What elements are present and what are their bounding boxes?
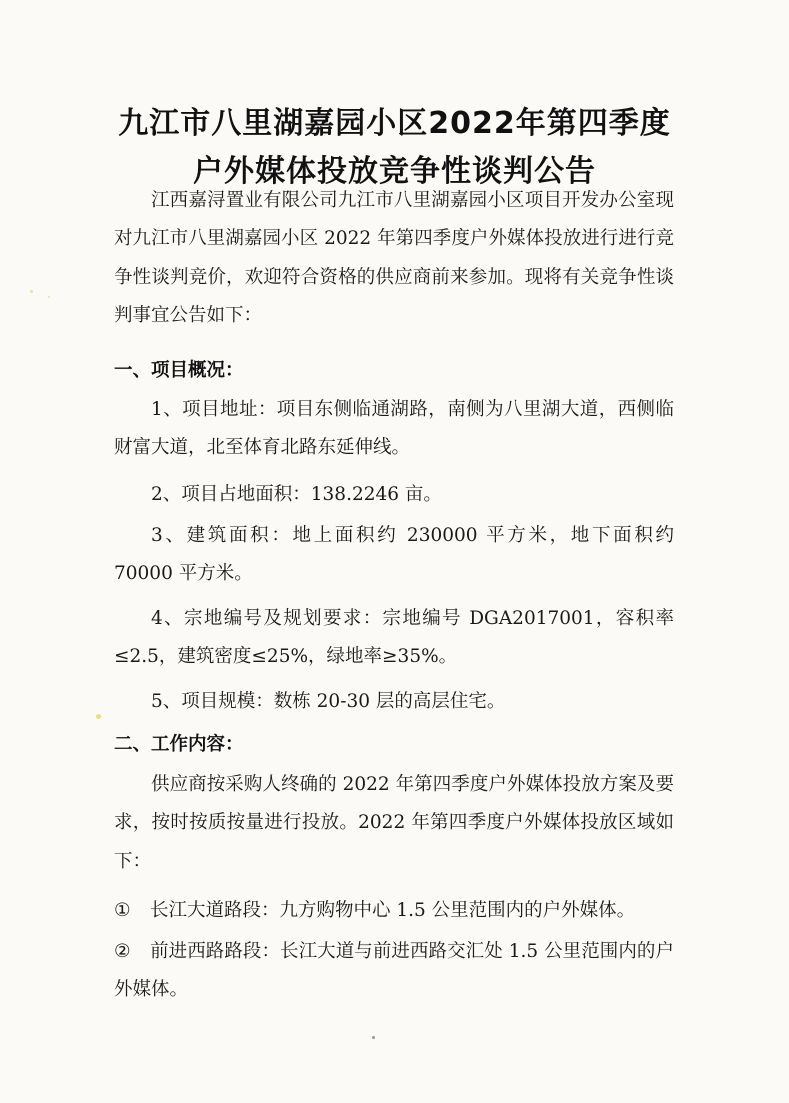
project-land-area: 2、项目占地面积：138.2246 亩。 [151,484,442,505]
land-planning-requirements: 4、宗地编号及规划要求：宗地编号 DGA2017001，容积率≤2.5，建筑密度≤25%，绿地率≥35%。 [114,608,674,668]
scan-speck [372,1036,375,1039]
building-area: 3、建筑面积：地上面积约 230000 平方米，地下面积约 70000 平方米。 [114,525,674,585]
work-content-paragraph: 供应商按采购人终确的 2022 年第四季度户外媒体投放方案及要求，按时按质按量进行投放。2022 年第四季度户外媒体投放区域如下： [114,774,674,872]
project-address: 1、项目地址：项目东侧临通湖路，南侧为八里湖大道，西侧临财富大道，北至体育北路东延伸线。 [114,399,674,459]
scan-speck [48,296,50,298]
list-item-text: 长江大道路段：九方购物中心 1.5 公里范围内的户外媒体。 [150,900,636,921]
scan-speck [30,290,33,293]
list-item-text: 前进西路路段：长江大道与前进西路交汇处 1.5 公里范围内的户外媒体。 [114,941,674,1001]
list-marker: ① [114,900,131,921]
project-scale: 5、项目规模：数栋 20-30 层的高层住宅。 [151,691,506,712]
section-2-heading: 二、工作内容： [114,734,244,755]
title-line-2: 户外媒体投放竞争性谈判公告 [193,154,596,189]
section-1-heading: 一、项目概况： [114,360,244,381]
title-line-1: 九江市八里湖嘉园小区2022年第四季度 [118,106,671,141]
list-item [114,933,674,1010]
intro-paragraph: 江西嘉浔置业有限公司九江市八里湖嘉园小区项目开发办公室现对九江市八里湖嘉园小区 2022 年第四季度户外媒体投放进行进行竞争性谈判竞价，欢迎符合资格的供应商前来参加。现将有关竞争性谈判事宜公告如下： [114,190,674,326]
list-item [114,892,674,930]
list-marker: ② [114,941,131,962]
scan-speck [96,714,101,719]
